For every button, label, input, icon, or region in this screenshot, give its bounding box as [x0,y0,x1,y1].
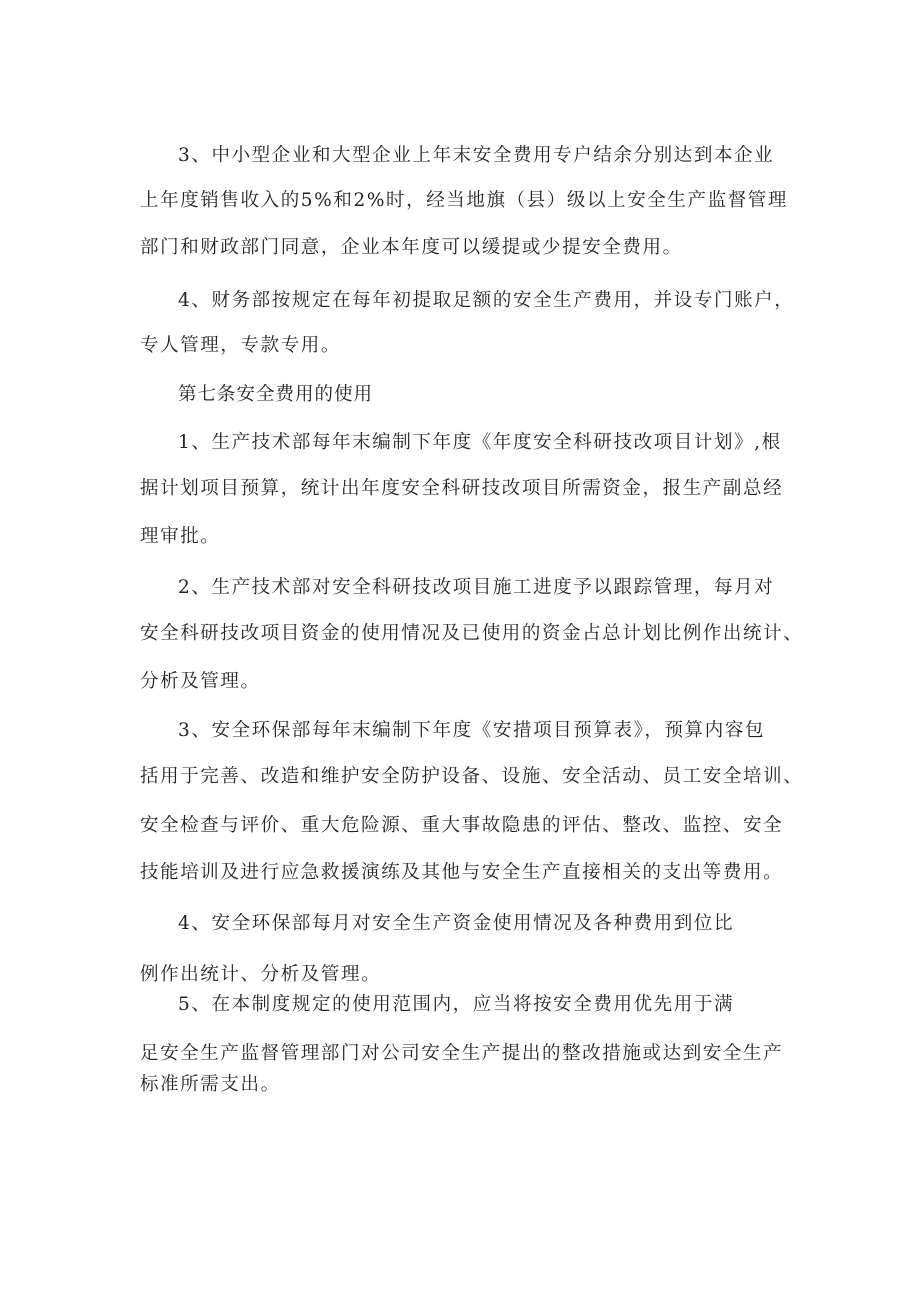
paragraph-4-line-1: 2、生产技术部对安全科研技改项目施工进度予以跟踪管理，每月对 [178,577,775,598]
paragraph-1-line-2: 上年度销售收入的5%和2%时，经当地旗（县）级以上安全生产监督管理 [140,190,789,211]
paragraph-2-line-2: 专人管理，专款专用。 [140,335,342,356]
paragraph-7-line-3: 标准所需支出。 [140,1074,281,1095]
paragraph-3-line-1: 1、生产技术部每年末编制下年度《年度安全科研技改项目计划》,根 [178,432,782,453]
paragraph-5-line-1: 3、安全环保部每年末编制下年度《安措项目预算表》，预算内容包 [178,720,766,741]
paragraph-6-line-1: 4、安全环保部每月对安全生产资金使用情况及各种费用到位比 [178,913,735,934]
paragraph-7-line-2: 足安全生产监督管理部门对公司安全生产提出的整改措施或达到安全生产 [140,1043,784,1064]
paragraph-3-line-3: 理审批。 [140,526,221,547]
paragraph-2-line-1: 4、财务部按规定在每年初提取足额的安全生产费用，并设专门账户， [178,290,795,311]
paragraph-1-line-1: 3、中小型企业和大型企业上年末安全费用专户结余分别达到本企业 [178,145,775,166]
section-heading: 第七条安全费用的使用 [178,384,374,405]
paragraph-1-line-3: 部门和财政部门同意，企业本年度可以缓提或少提安全费用。 [140,237,683,258]
paragraph-5-line-4: 技能培训及进行应急救援演练及其他与安全生产直接相关的支出等费用。 [140,862,784,883]
paragraph-5-line-2: 括用于完善、改造和维护安全防护设备、设施、安全活动、员工安全培训、 [140,766,804,787]
paragraph-4-line-3: 分析及管理。 [140,671,261,692]
paragraph-5-line-3: 安全检查与评价、重大危险源、重大事故隐患的评估、整改、监控、安全 [140,815,784,836]
paragraph-6-line-2: 例作出统计、分析及管理。 [140,964,382,985]
paragraph-3-line-2: 据计划项目预算，统计出年度安全科研技改项目所需资金，报生产副总经 [140,478,784,499]
paragraph-4-line-2: 安全科研技改项目资金的使用情况及已使用的资金占总计划比例作出统计、 [140,623,804,644]
paragraph-7-line-1: 5、在本制度规定的使用范围内，应当将按安全费用优先用于满 [178,994,735,1015]
